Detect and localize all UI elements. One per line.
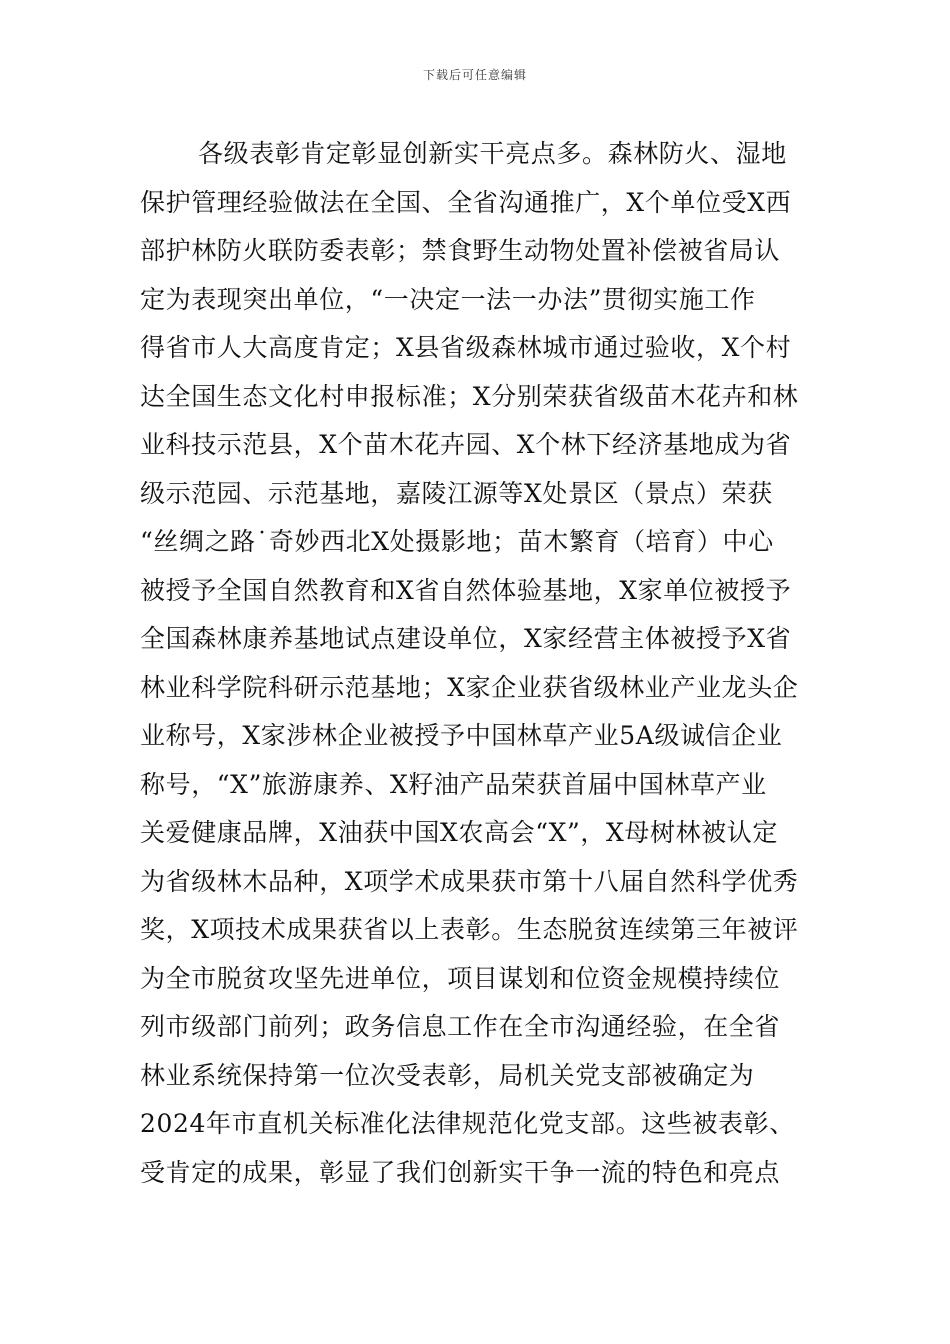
paragraph-line: 称号，“X”旅游康养、X籽油产品荣获首届中国林草产业 [140,769,767,799]
paragraph-line: 关爱健康品牌，X油获中国X农高会“X”，X母树林被认定 [140,818,778,847]
paragraph-line: 定为表现突出单位，“一决定一法一办法”贯彻实施工作 [140,284,756,314]
page-header: 下载后可任意编辑 [422,68,527,82]
paragraph-line: 2024年市直机关标准化法律规范化党支部。这些被表彰、 [140,1109,795,1138]
paragraph-line: 各级表彰肯定彰显创新实干亮点多。森林防火、湿地 [198,139,787,168]
paragraph-line: 列市级部门前列；政务信息工作在全市沟通经验，在全省 [140,1012,781,1041]
paragraph-line: 为全市脱贫攻坚先进单位，项目谋划和位资金规模持续位 [140,963,781,993]
paragraph-line: 林业科学院科研示范基地；X家企业获省级林业产业龙头企 [140,672,799,702]
paragraph-line: 级示范园、示范基地，嘉陵江源等X处景区（景点）荣获 [140,478,773,508]
paragraph-line: 业称号，X家涉林企业被授予中国林草产业5A级诚信企业 [140,721,783,750]
body-paragraph [140,130,820,1197]
paragraph-line: 为省级林木品种，X项学术成果获市第十八届自然科学优秀 [140,866,799,896]
paragraph-line: 保护管理经验做法在全国、全省沟通推广，X个单位受X西 [140,187,792,217]
paragraph-line: 部护林防火联防委表彰；禁食野生动物处置补偿被省局认 [140,236,781,265]
paragraph-line: 得省市人大高度肯定；X县省级森林城市通过验收，X个村 [140,333,792,362]
paragraph-line: 奖，X项技术成果获省以上表彰。生态脱贫连续第三年被评 [140,915,799,944]
paragraph-line: 被授予全国自然教育和X省自然体验基地，X家单位被授予 [140,575,792,605]
paragraph-line: “丝绸之路˙奇妙西北X处摄影地；苗木繁育（培育）中心 [140,527,774,556]
paragraph-line: 受肯定的成果，彰显了我们创新实干争一流的特色和亮点 [140,1157,781,1187]
paragraph-line: 全国森林康养基地试点建设单位，X家经营主体被授予X省 [140,624,792,653]
paragraph-line: 业科技示范县，X个苗木花卉园、X个林下经济基地成为省 [140,430,792,459]
paragraph-line: 林业系统保持第一位次受表彰，局机关党支部被确定为 [140,1060,755,1090]
paragraph-line: 达全国生态文化村申报标准；X分别荣获省级苗木花卉和林 [140,381,799,411]
